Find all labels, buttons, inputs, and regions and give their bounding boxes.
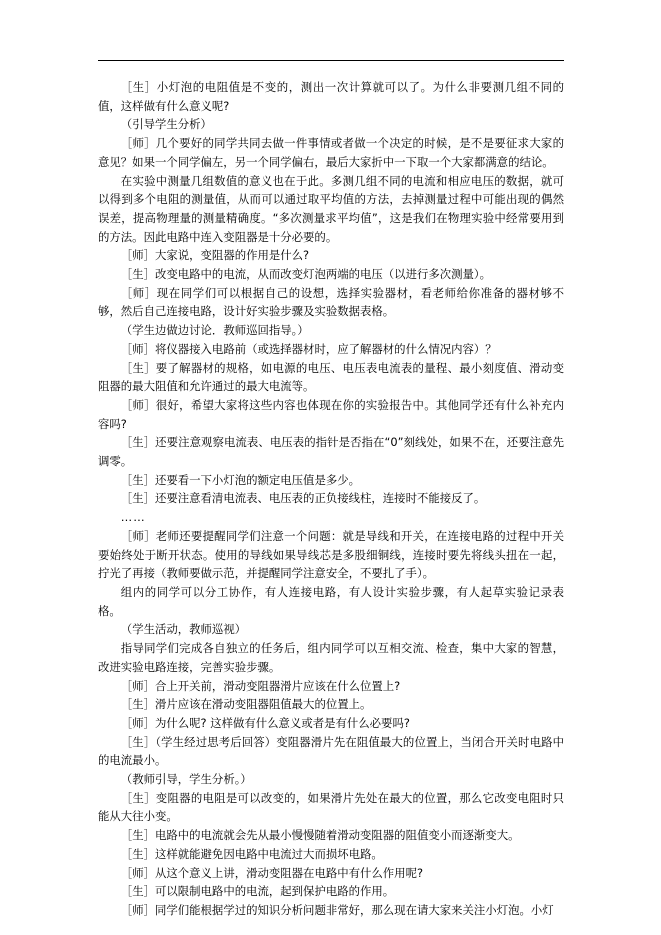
paragraph: ［师］将仪器接入电路前（或选择器材时，应了解器材的什么情况内容）？	[120, 341, 497, 356]
paragraph: ［生］变阻器的电阻是可以改变的，如果滑片先处在最大的位置，那么它改变电阻时只能从大往小变。	[98, 790, 564, 824]
paragraph: ［师］大家说，变阻器的作用是什么?	[120, 248, 310, 263]
paragraph: ［师］合上开关前，滑动变阻器滑片应该在什么位置上?	[120, 678, 401, 693]
paragraph: ［生］小灯泡的电阻值是不变的，测出一次计算就可以了。为什么非要测几组不同的值，这样做有什么意义呢?	[98, 80, 564, 113]
document-body	[98, 78, 564, 920]
header-rule	[98, 60, 564, 61]
paragraph: ［师］很好，希望大家将这些内容也体现在你的实验报告中。其他同学还有什么补充内容吗?	[98, 397, 564, 431]
paragraph: ［师］为什么呢? 这样做有什么意义或者是有什么必要吗?	[120, 715, 410, 730]
paragraph: ［师］老师还要提醒同学们注意一个问题：就是导线和开关，在连接电路的过程中开关要始终处于断开状态。使用的导线如果导线芯是多股细铜线，连接时要先将线头扭在一起，拧光了再接（教师要做示范，并提醒同学注意安全，不要扎了手）。	[98, 528, 564, 581]
paragraph: ［生］要了解器材的规格，如电源的电压、电压表电流表的量程、最小刻度值、滑动变阻器的最大阻值和允许通过的最大电流等。	[98, 360, 564, 394]
paragraph: 组内的同学可以分工协作，有人连接电路，有人设计实验步骤，有人起草实验记录表格。	[98, 584, 564, 618]
paragraph: ［生］还要看一下小灯泡的额定电压值是多少。	[120, 472, 361, 487]
paragraph: （学生活动，教师巡视）	[120, 622, 247, 637]
paragraph: ［师］同学们能根据学过的知识分析问题非常好，那么现在请大家来关注小灯泡。小灯	[120, 902, 554, 917]
paragraph: （学生边做边讨论．教师巡回指导。）	[120, 323, 309, 338]
paragraph: ［生］还要注意看清电流表、电压表的正负接线柱，连接时不能接反了。	[120, 491, 486, 506]
paragraph: ［师］现在同学们可以根据自己的设想，选择实验器材，看老师给你准备的器材够不够，然后自己连接电路，设计好实验步骤及实验数据表格。	[98, 285, 564, 319]
paragraph: 指导同学们完成各自独立的任务后，组内同学可以互相交流、检查，集中大家的智慧，改进实验电路连接，完善实验步骤。	[98, 641, 564, 674]
paragraph: ［生］改变电路中的电流，从而改变灯泡两端的电压（以进行多次测量）。	[120, 267, 491, 282]
paragraph: ［生］（学生经过思考后回答）变阻器滑片先在阻值最大的位置上，当闭合开关时电路中的电流最小。	[98, 734, 564, 768]
ellipsis: ……	[120, 510, 146, 525]
paragraph: ［生］还要注意观察电流表、电压表的指针是否指在“0”刻线处，如果不在，还要注意先调零。	[98, 435, 564, 469]
paragraph: ［生］可以限制电路中的电流，起到保护电路的作用。	[120, 884, 395, 899]
paragraph: ［生］电路中的电流就会先从最小慢慢随着滑动变阻器的阻值变小而逐渐变大。	[120, 828, 520, 843]
paragraph: （引导学生分析）	[120, 117, 212, 132]
paragraph: 在实验中测量几组数值的意义也在于此。多测几组不同的电流和相应电压的数据，就可以得到多个电阻的测量值，从而可以通过取平均值的方法，去掉测量过程中可能出现的偶然误差，提高物理量的测量精确度。“多次测量求平均值”，这是我们在物理实验中经常要用到的方法。因此电路中连入变阻器是十分必要的。	[98, 173, 564, 244]
paragraph: ［生］这样就能避免因电路中电流过大而损坏电路。	[120, 846, 383, 861]
paragraph: （教师引导，学生分析。）	[120, 772, 252, 787]
paragraph: ［生］滑片应该在滑动变阻器阻值最大的位置上。	[120, 697, 372, 712]
paragraph: ［师］几个要好的同学共同去做一件事情或者做一个决定的时候，是不是要征求大家的意见？如果一个同学偏左，另一个同学偏右，最后大家折中一下取一个大家都满意的结论。	[98, 136, 564, 169]
paragraph: ［师］从这个意义上讲，滑动变阻器在电路中有什么作用呢?	[120, 865, 424, 880]
